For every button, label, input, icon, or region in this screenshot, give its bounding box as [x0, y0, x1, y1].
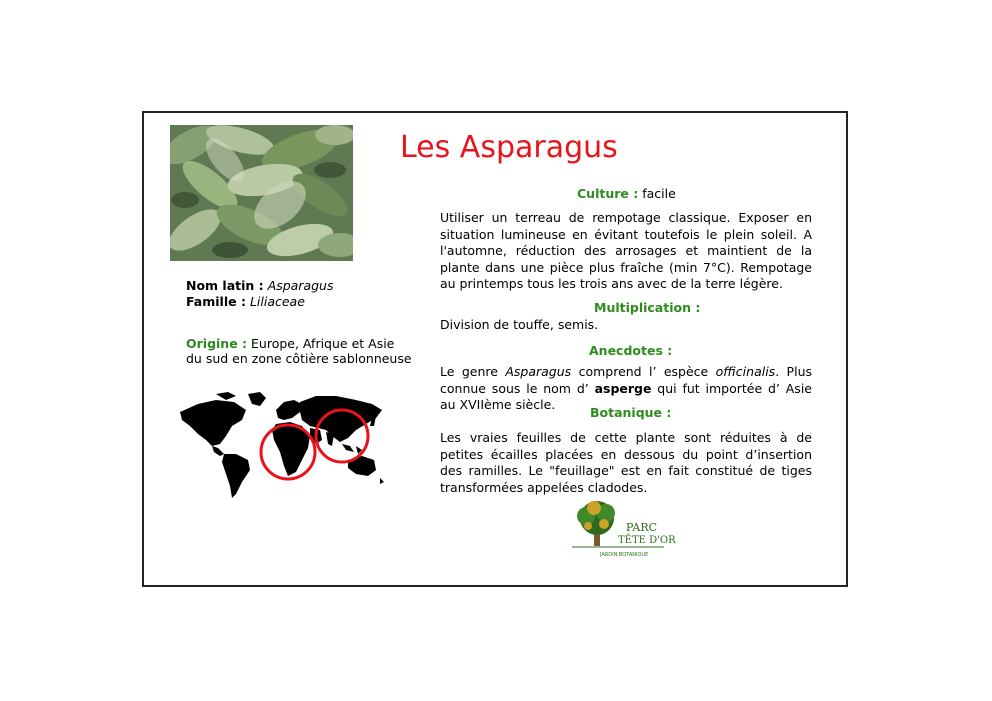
page-title: Les Asparagus	[400, 130, 618, 165]
family-label: Famille :	[186, 294, 246, 309]
origin-line	[186, 336, 394, 352]
multiplication-heading: Multiplication :	[594, 300, 701, 315]
origin-value-line2: du sud en zone côtière sablonneuse	[186, 351, 412, 366]
latin-name-line	[186, 278, 333, 294]
asparagus-photo	[170, 125, 353, 261]
world-map-icon	[176, 390, 396, 500]
botanique-heading: Botanique :	[590, 405, 672, 420]
origin-label: Origine :	[186, 336, 248, 351]
culture-text: Utiliser un terreau de rempotage classique. Exposer en situation lumineuse en évitant toutefois le plein soleil. A l'automne, réduction des arrosages et maintient de la plante dans une pièce plus fraîche (min 7°C). Rempotage au printemps tous les trois ans avec de la terre légère.	[440, 210, 812, 291]
logo-tete-dor-text: TÊTE D'OR	[618, 535, 676, 546]
anecdotes-common-name: asperge	[594, 380, 652, 396]
anecdotes-text-part: Le genre	[440, 364, 506, 379]
culture-value: facile	[642, 186, 676, 201]
origin-value-line1: Europe, Afrique et Asie	[251, 336, 395, 351]
family-line	[186, 294, 305, 310]
logo-parc-text: PARC	[626, 521, 658, 534]
family-value: Liliaceae	[249, 294, 305, 309]
anecdotes-genus: Asparagus	[505, 364, 572, 379]
anecdotes-heading: Anecdotes :	[589, 343, 673, 358]
parc-tete-dor-logo	[564, 498, 680, 562]
culture-label: Culture :	[577, 186, 639, 201]
latin-value: Asparagus	[267, 278, 334, 293]
culture-heading	[577, 186, 676, 202]
multiplication-text: Division de touffe, semis.	[440, 317, 599, 332]
latin-label: Nom latin :	[186, 278, 264, 293]
logo-jardin-text: JARDIN BOTANIQUE	[600, 552, 649, 558]
anecdotes-text-part: comprend l’ espèce	[571, 364, 716, 379]
anecdotes-text-part: . Plus connue sous le nom d’	[440, 364, 813, 396]
anecdotes-text-part: qui fut importée d’ Asie au XVIIème siècle.	[440, 380, 812, 412]
anecdotes-species: officinalis	[715, 364, 776, 379]
botanique-text: Les vraies feuilles de cette plante sont réduites à de petites écailles placées en dessous du point d’insertion des ramilles. Le "feuillage" est en fait constitué de tiges transformées appelées cladodes.	[440, 430, 812, 495]
